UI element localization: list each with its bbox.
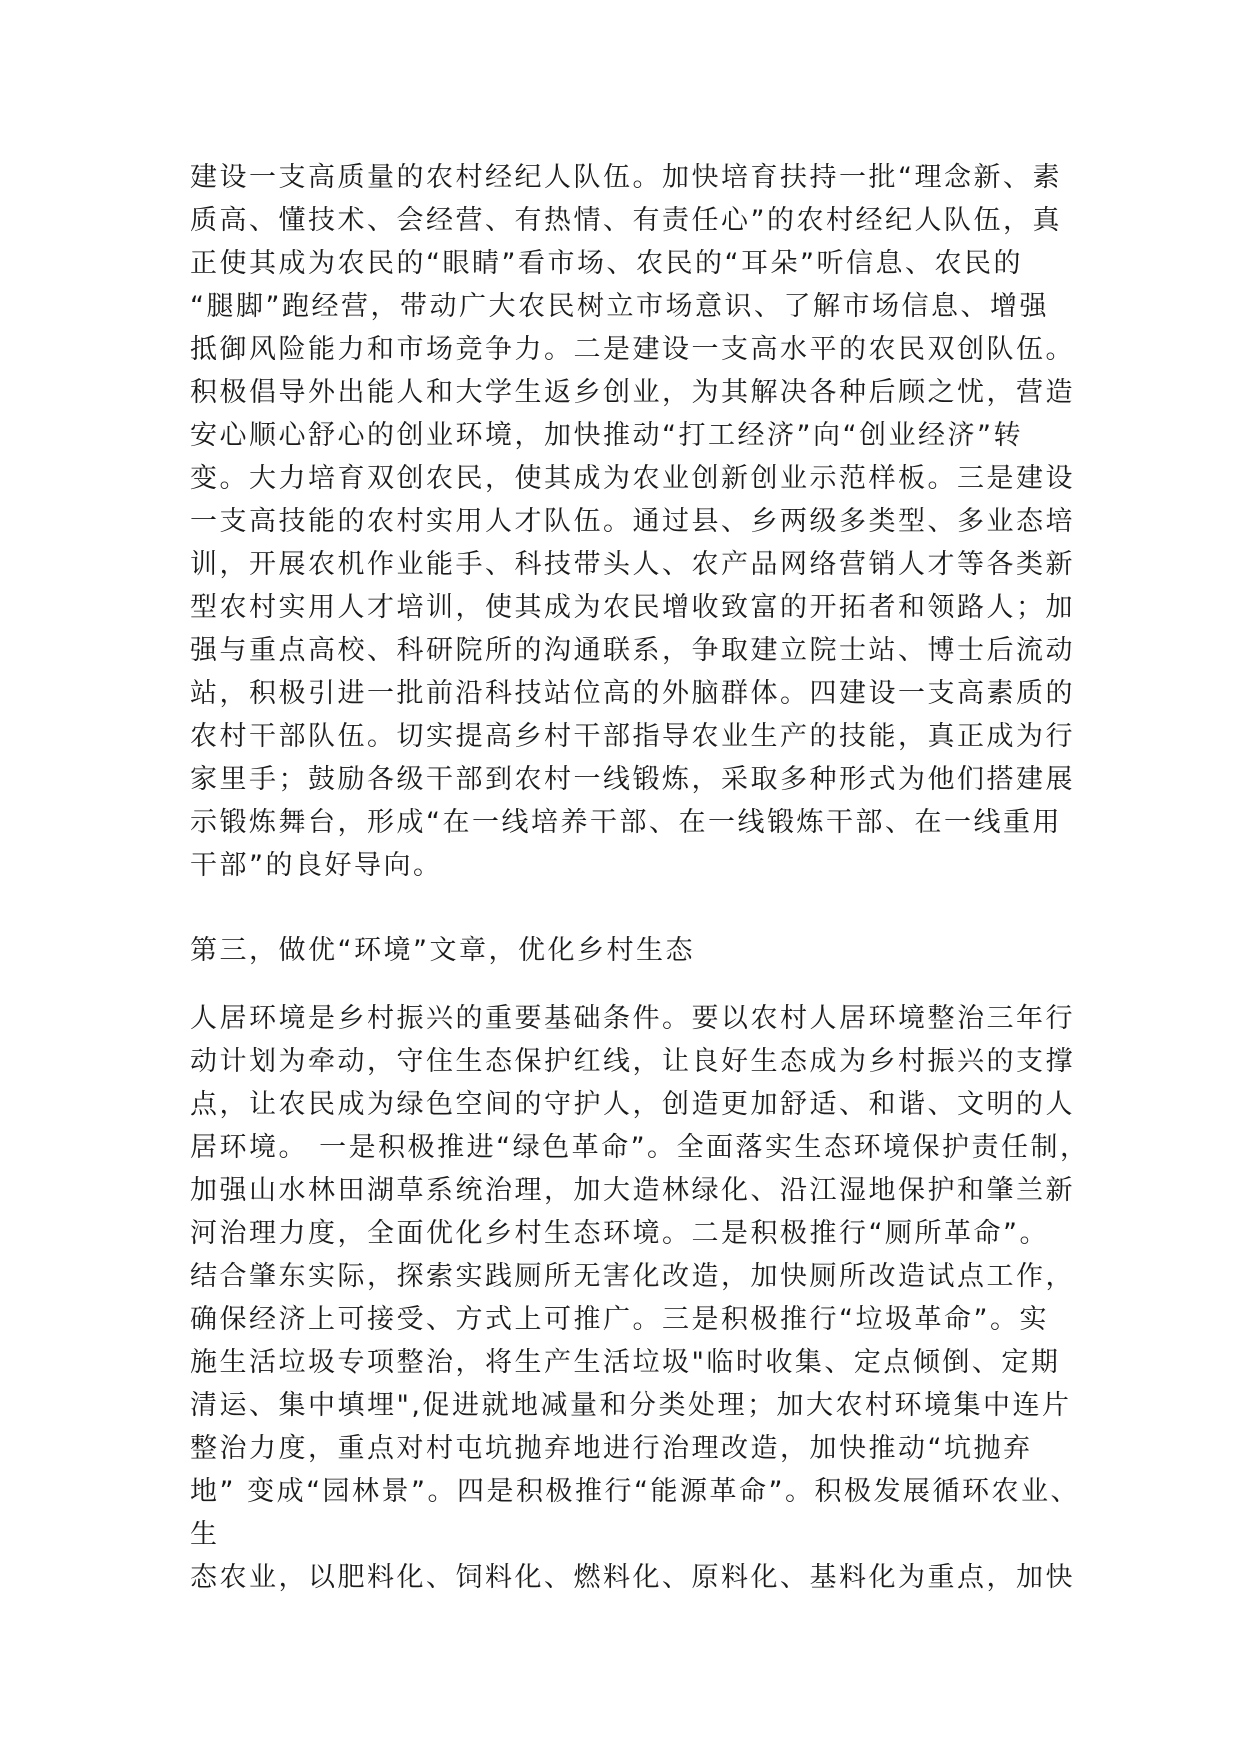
- text-line: 家里手；鼓励各级干部到农村一线锻炼，采取多种形式为他们搭建展: [190, 764, 1075, 795]
- text-line: 正使其成为农民的“眼睛”看市场、农民的“耳朵”听信息、农民的: [190, 248, 1023, 279]
- text-line: 型农村实用人才培训，使其成为农民增收致富的开拓者和领路人；加: [190, 592, 1075, 623]
- text-line: 强与重点高校、科研院所的沟通联系，争取建立院士站、博士后流动: [190, 635, 1075, 666]
- text-line: 施生活垃圾专项整治，将生产生活垃圾"临时收集、定点倾倒、定期: [190, 1347, 1061, 1378]
- text-line: 态农业，以肥料化、饲料化、燃料化、原料化、基料化为重点，加快: [190, 1562, 1075, 1593]
- text-line: 确保经济上可接受、方式上可推广。三是积极推行“垃圾革命”。实: [190, 1304, 1049, 1335]
- text-line: 农村干部队伍。切实提高乡村干部指导农业生产的技能，真正成为行: [190, 721, 1075, 752]
- paragraph-environment: [190, 997, 1090, 1599]
- text-line: 动计划为牵动，守住生态保护红线，让良好生态成为乡村振兴的支撑: [190, 1046, 1075, 1077]
- text-line: 整治力度，重点对村屯坑抛弃地进行治理改造，加快推动“坑抛弃: [190, 1433, 1033, 1464]
- text-line: “腿脚”跑经营，带动广大农民树立市场意识、了解市场信息、增强: [190, 291, 1049, 322]
- text-line: 站，积极引进一批前沿科技站位高的外脑群体。四建设一支高素质的: [190, 678, 1075, 709]
- text-line: 抵御风险能力和市场竞争力。二是建设一支高水平的农民双创队伍。: [190, 334, 1075, 365]
- text-line: 居环境。 一是积极推进“绿色革命”。全面落实生态环境保护责任制，: [190, 1132, 1090, 1163]
- text-line: 河治理力度，全面优化乡村生态环境。二是积极推行“厕所革命”。: [190, 1218, 1049, 1249]
- text-line: 生: [190, 1519, 220, 1550]
- text-line: 建设一支高质量的农村经纪人队伍。加快培育扶持一批“理念新、素: [190, 162, 1062, 193]
- text-line: 示锻炼舞台，形成“在一线培养干部、在一线锻炼干部、在一线重用: [190, 807, 1062, 838]
- text-line: 干部”的良好导向。: [190, 850, 443, 881]
- paragraph-talent-teams: [190, 156, 1075, 887]
- text-line: 一支高技能的农村实用人才队伍。通过县、乡两级多类型、多业态培: [190, 506, 1075, 537]
- text-line: 积极倡导外出能人和大学生返乡创业，为其解决各种后顾之忧，营造: [190, 377, 1075, 408]
- text-line: 清运、集中填埋",促进就地减量和分类处理；加大农村环境集中连片: [190, 1390, 1072, 1421]
- heading-text: 第三，做优“环境”文章，优化乡村生态: [190, 935, 695, 966]
- text-line: 结合肇东实际，探索实践厕所无害化改造，加快厕所改造试点工作，: [190, 1261, 1075, 1292]
- text-line: 人居环境是乡村振兴的重要基础条件。要以农村人居环境整治三年行: [190, 1003, 1075, 1034]
- text-line: 加强山水林田湖草系统治理，加大造林绿化、沿江湿地保护和肇兰新: [190, 1175, 1075, 1206]
- section-heading: [190, 929, 1070, 972]
- text-line: 地” 变成“园林景”。四是积极推行“能源革命”。积极发展循环农业、: [190, 1476, 1081, 1507]
- text-line: 点，让农民成为绿色空间的守护人，创造更加舒适、和谐、文明的人: [190, 1089, 1075, 1120]
- text-line: 变。大力培育双创农民，使其成为农业创新创业示范样板。三是建设: [190, 463, 1075, 494]
- text-line: 安心顺心舒心的创业环境，加快推动“打工经济”向“创业经济”转: [190, 420, 1023, 451]
- text-line: 训，开展农机作业能手、科技带头人、农产品网络营销人才等各类新: [190, 549, 1075, 580]
- text-line: 质高、懂技术、会经营、有热情、有责任心”的农村经纪人队伍，真: [190, 205, 1062, 236]
